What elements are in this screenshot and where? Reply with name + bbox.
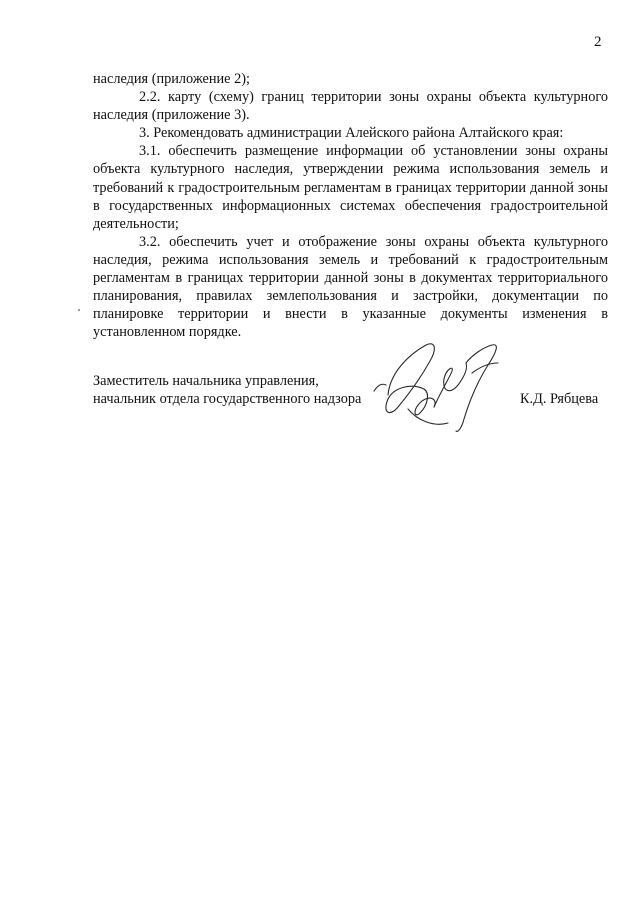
signatory-title xyxy=(93,372,361,408)
handwritten-signature xyxy=(368,333,518,441)
document-body xyxy=(93,70,608,341)
paragraph-3-1: 3.1. обеспечить размещение информации об установлении зоны охраны объекта культурного наследия, утверждении режима использования земель и требований к градостроительным регламентам в границах территории данной зоны в государственных информационных системах обеспечения градостроительной деятельности; xyxy=(93,143,608,232)
signatory-title-line-2: начальник отдела государственного надзора xyxy=(93,391,362,408)
scan-speck xyxy=(78,309,80,311)
paragraph-3-2: 3.2. обеспечить учет и отображение зоны охраны объекта культурного наследия, режима использования земель и требований к градостроительным регламентам в границах территории данной зоны в документах территориального планирования, правилах землепользования и застройки, документации по планировке территории и внести в указанные документы изменения в установленном порядке. xyxy=(93,233,608,341)
signatory-name: К.Д. Рябцева xyxy=(520,391,599,407)
page-number: 2 xyxy=(594,34,602,50)
paragraph-continuation: наследия (приложение 2); xyxy=(93,71,250,87)
signatory-title-line-1: Заместитель начальника управления, xyxy=(93,373,319,389)
paragraph-2-2: 2.2. карту (схему) границ территории зоны охраны объекта культурного наследия (приложение 3). xyxy=(93,89,608,124)
paragraph-3: 3. Рекомендовать администрации Алейского района Алтайского края: xyxy=(139,125,564,142)
